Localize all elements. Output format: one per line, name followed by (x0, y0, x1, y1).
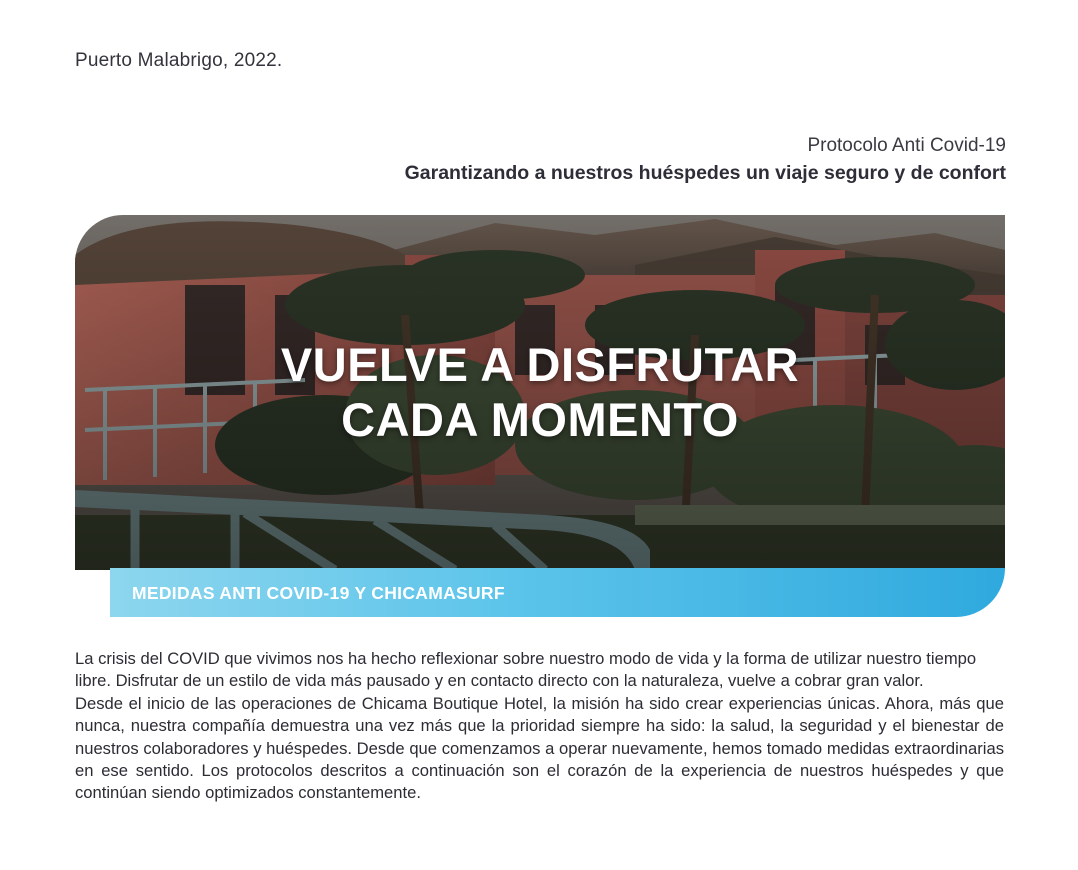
hero-headline (75, 337, 1005, 447)
body-text (75, 648, 1004, 805)
place-date: Puerto Malabrigo, 2022. (75, 50, 283, 71)
document-header (405, 133, 1006, 187)
hero-headline-line2: CADA MOMENTO (341, 393, 739, 446)
body-paragraph-2: Desde el inicio de las operaciones de Chicama Boutique Hotel, la misión ha sido crear experiencias únicas. Ahora, más que nunca, nuestra compañía demuestra una vez más que la prioridad siempre ha sido: la salud, la seguridad y el bienestar de nuestros colaboradores y huéspedes. Desde que comenzamos a operar nuevamente, hemos tomado medidas extraordinarias en ese sentido. Los protocolos descritos a continuación son el corazón de la experiencia de nuestros huéspedes y que continúan siendo optimizados constantemente. (75, 693, 1004, 803)
protocol-label: Protocolo Anti Covid-19 (807, 135, 1006, 156)
hero-banner (75, 215, 1005, 570)
protocol-tagline: Garantizando a nuestros huéspedes un viaje seguro y de confort (404, 162, 1006, 184)
hero-headline-line1: VUELVE A DISFRUTAR (280, 338, 800, 391)
body-paragraph-1: La crisis del COVID que vivimos nos ha hecho reflexionar sobre nuestro modo de vida y la forma de utilizar nuestro tiempo libre. Disfrutar de un estilo de vida más pausado y en contacto directo con la naturaleza, vuelve a cobrar gran valor. (75, 649, 977, 691)
section-ribbon (110, 568, 1005, 617)
section-ribbon-label: MEDIDAS ANTI COVID-19 Y CHICAMASURF (132, 583, 505, 603)
